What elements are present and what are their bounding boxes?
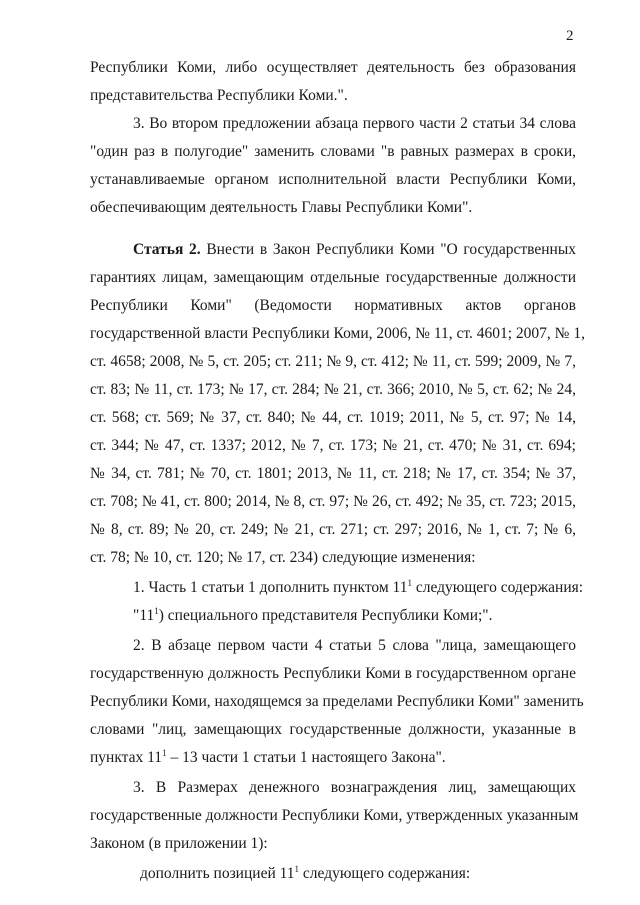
text-span: следующего содержания: — [299, 865, 471, 882]
text-line: ст. 344; № 47, ст. 1337; 2012, № 7, ст. 173; № 21, ст. 470; № 31, ст. 694; — [90, 437, 576, 454]
text-span: дополнить позицией 11 — [140, 865, 295, 882]
text-line: ст. 708; № 41, ст. 800; 2014, № 8, ст. 97; № 26, ст. 492; № 35, ст. 723; 2015, — [90, 493, 576, 510]
text-line: обеспечивающим деятельность Главы Республики Коми". — [90, 199, 473, 216]
text-line: № 34, ст. 781; № 70, ст. 1801; 2013, № 11, ст. 218; № 17, ст. 354; № 37, — [90, 465, 576, 482]
text-line: представительства Республики Коми.". — [90, 87, 348, 104]
superscript: 1 — [407, 578, 412, 588]
page-number: 2 — [566, 28, 574, 44]
text-line: государственную должность Республики Коми в государственном органе — [90, 665, 576, 682]
text-span: Внести в Закон Республики Коми "О государственных — [206, 241, 577, 258]
text-span: следующего содержания: — [411, 579, 584, 596]
text-line: словами "лиц, замещающих государственные должности, указанные в — [90, 721, 576, 738]
text-line — [133, 606, 576, 626]
text-span: 1. Часть 1 статьи 1 дополнить пунктом 11 — [133, 579, 408, 596]
superscript: 1 — [294, 864, 300, 874]
text-line: Республики Коми" (Ведомости нормативных актов органов — [90, 297, 576, 314]
text-line — [90, 748, 576, 768]
text-line: государственные должности Республики Коми, утвержденных указанным — [90, 807, 579, 824]
article-label: Статья 2. — [133, 241, 201, 258]
text-span: ) специального представителя Республики Коми;". — [158, 607, 493, 624]
text-line: государственной власти Республики Коми, 2006, № 11, ст. 4601; 2007, № 1, — [90, 325, 585, 342]
text-line: ст. 83; № 11, ст. 173; № 17, ст. 284; № 21, ст. 366; 2010, № 5, ст. 62; № 24, — [90, 381, 576, 398]
text-span: пунктах 11 — [90, 749, 163, 766]
text-line: Республики Коми, находящемся за пределами Республики Коми" заменить — [90, 693, 584, 710]
text-line: ст. 78; № 10, ст. 120; № 17, ст. 234) следующие изменения: — [90, 549, 476, 566]
text-span: "11 — [133, 607, 155, 624]
text-line: 2. В абзаце первом части 4 статьи 5 слова "лица, замещающего — [133, 637, 576, 654]
text-line: ст. 568; ст. 569; № 37, ст. 840; № 44, ст. 1019; 2011, № 5, ст. 97; № 14, — [90, 409, 576, 426]
text-line: 3. В Размерах денежного вознаграждения лиц, замещающих — [133, 779, 576, 796]
article-heading-line — [133, 240, 576, 260]
text-span: – 13 части 1 статьи 1 настоящего Закона". — [166, 749, 446, 766]
superscript: 1 — [154, 606, 159, 616]
text-line — [133, 578, 584, 598]
text-line — [140, 864, 576, 884]
text-line: Законом (в приложении 1): — [90, 835, 268, 852]
text-line: устанавливаемые органом исполнительной власти Республики Коми, — [90, 171, 576, 188]
text-line: гарантиях лицам, замещающим отдельные государственные должности — [90, 269, 576, 286]
text-line: № 8, ст. 89; № 20, ст. 249; № 21, ст. 271; ст. 297; 2016, № 1, ст. 7; № 6, — [90, 521, 576, 538]
text-line: 3. Во втором предложении абзаца первого части 2 статьи 34 слова — [133, 115, 576, 132]
text-line: Республики Коми, либо осуществляет деятельность без образования — [90, 59, 576, 76]
text-line: ст. 4658; 2008, № 5, ст. 205; ст. 211; № 9, ст. 412; № 11, ст. 599; 2009, № 7, — [90, 353, 576, 370]
superscript: 1 — [162, 748, 167, 758]
text-line: "один раз в полугодие" заменить словами "в равных размерах в сроки, — [90, 143, 576, 160]
